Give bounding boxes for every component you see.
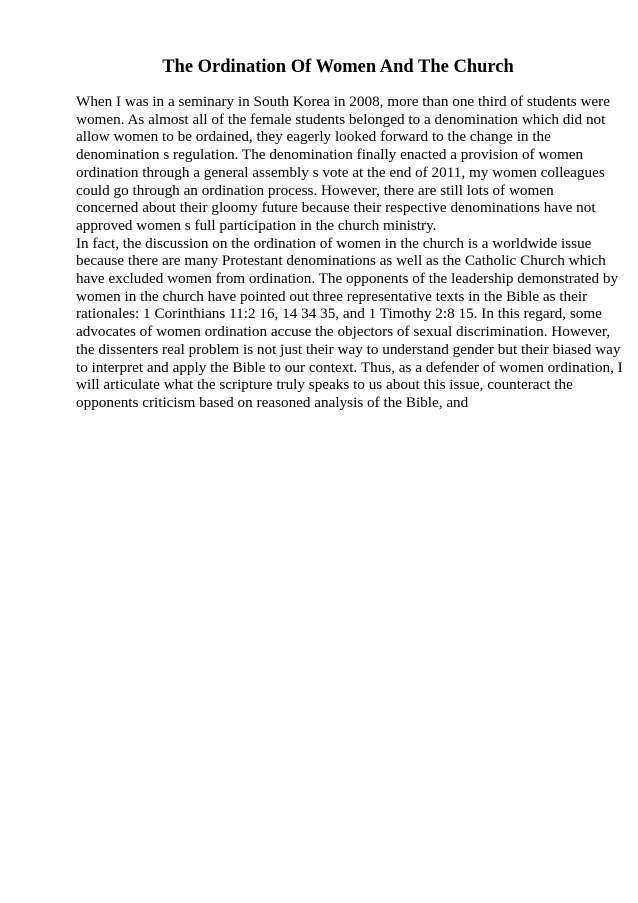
body-line: to interpret and apply the Bible to our context. Thus, as a defender of women ordination, I <box>76 358 623 376</box>
body-line: ordination through a general assembly s vote at the end of 2011, my women colleagues <box>76 163 605 181</box>
body-line: In fact, the discussion on the ordination of women in the church is a worldwide issue <box>76 234 592 252</box>
document-title: The Ordination Of Women And The Church <box>162 57 514 77</box>
body-line: approved women s full participation in the church ministry. <box>76 216 437 234</box>
body-line: women. As almost all of the female students belonged to a denomination which did not <box>76 110 606 128</box>
body-line: denomination s regulation. The denomination finally enacted a provision of women <box>76 146 584 164</box>
body-line: women in the church have pointed out three representative texts in the Bible as their <box>76 287 588 305</box>
body-line: rationales: 1 Corinthians 11:2 16, 14 34 35, and 1 Timothy 2:8 15. In this regard, some <box>76 305 602 323</box>
body-line: because there are many Protestant denominations as well as the Catholic Church which <box>76 252 606 270</box>
body-line: the dissenters real problem is not just their way to understand gender but their biased way <box>76 340 621 358</box>
body-line: When I was in a seminary in South Korea in 2008, more than one third of students were <box>76 93 610 110</box>
body-line: will articulate what the scripture truly speaks to us about this issue, counteract the <box>76 376 573 394</box>
body-line: have excluded women from ordination. The opponents of the leadership demonstrated by <box>76 270 619 288</box>
document-body <box>76 93 623 412</box>
body-line: advocates of women ordination accuse the objectors of sexual discrimination. However, <box>76 323 611 341</box>
body-line: allow women to be ordained, they eagerly looked forward to the change in the <box>76 128 551 146</box>
body-line: opponents criticism based on reasoned analysis of the Bible, and <box>76 393 469 411</box>
body-line: concerned about their gloomy future because their respective denominations have not <box>76 199 596 217</box>
body-line: could go through an ordination process. However, there are still lots of women <box>76 181 554 199</box>
